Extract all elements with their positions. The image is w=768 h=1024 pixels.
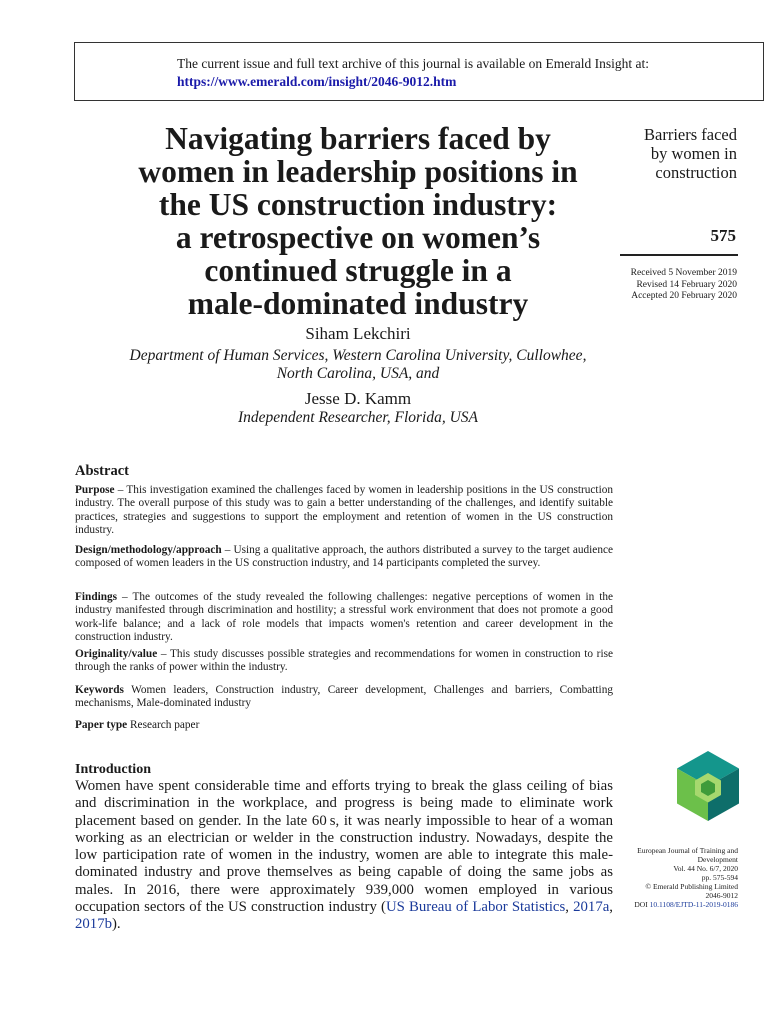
title-line: a retrospective on women’s: [175, 220, 541, 255]
section-label: Keywords: [75, 684, 124, 696]
citation-link[interactable]: 2017b: [75, 916, 112, 933]
doi-line: [612, 900, 738, 909]
citation-separator: ,: [565, 899, 574, 916]
introduction-paragraph: [75, 778, 613, 934]
title-line: the US construction industry:: [158, 187, 558, 222]
introduction-heading: Introduction: [75, 762, 151, 777]
section-text: Women leaders, Construction industry, Career development, Challenges and barriers, Combatting mechanisms, Male-dominated industry: [75, 684, 613, 710]
running-head-line: by women in: [650, 144, 737, 163]
running-head: [612, 125, 737, 182]
journal-info-line: Vol. 44 No. 6/7, 2020: [673, 864, 738, 873]
section-text: This study discusses possible strategies and recommendations for women in construction to rise through the ranks of power within the industry.: [75, 648, 613, 674]
section-label: Paper type: [75, 719, 128, 731]
article-dates: [600, 268, 737, 303]
author-name: Jesse D. Kamm: [304, 389, 412, 408]
author-name: Siham Lekchiri: [305, 324, 411, 343]
title-line: women in leadership positions in: [138, 154, 578, 189]
section-label: Originality/value: [75, 648, 158, 660]
abstract-paper-type: [75, 719, 613, 732]
abstract-originality: [75, 648, 613, 675]
author-affiliation: North Carolina, USA, and: [276, 365, 440, 382]
journal-info-line: pp. 575-594: [701, 873, 738, 882]
title-line: male-dominated industry: [187, 286, 529, 321]
citation-link[interactable]: US Bureau of Labor Statistics: [385, 899, 566, 916]
author-affiliation: Department of Human Services, Western Carolina University, Cullowhee,: [129, 347, 587, 364]
journal-info-line: 2046-9012: [705, 891, 738, 900]
access-notice-text: The current issue and full text archive of this journal is available on Emerald Insight at:: [177, 56, 649, 71]
revised-date: Revised 14 February 2020: [636, 279, 737, 290]
abstract-purpose: [75, 484, 613, 538]
title-line: continued struggle in a: [204, 253, 512, 288]
abstract-heading: Abstract: [75, 463, 129, 479]
title-line: Navigating barriers faced by: [165, 121, 551, 156]
section-text: Research paper: [130, 719, 200, 731]
running-head-line: construction: [655, 163, 737, 182]
article-title: [100, 122, 616, 320]
author-affiliation: Independent Researcher, Florida, USA: [237, 409, 479, 426]
received-date: Received 5 November 2019: [630, 268, 737, 278]
citation-separator: ,: [609, 899, 613, 916]
section-separator: –: [221, 544, 234, 556]
section-separator: –: [114, 484, 127, 496]
abstract-keywords: [75, 684, 613, 711]
paragraph-text: Women have spent considerable time and efforts trying to break the glass ceiling of bias and discrimination in the workplace, and progress is being made to eliminate work placement based on gender. In the late 60 s, it was nearly impossible to hear of a woman working as an electrician or welder in the construction industry. Nowadays, despite the low participation rate of women in the industry, women are able to integrate this male-dominated industry and prove themselves as being capable of doing the same jobs as males. In 2016, there were approximately 939,000 women employed in various occupation sectors of the US construction industry (: [75, 778, 613, 916]
paragraph-tail: ).: [112, 916, 121, 933]
accepted-date: Accepted 20 February 2020: [631, 291, 737, 301]
journal-info-line: Development: [697, 855, 738, 864]
journal-info: [612, 846, 738, 909]
section-separator: –: [157, 648, 170, 660]
journal-info-line: © Emerald Publishing Limited: [645, 882, 738, 891]
section-label: Design/methodology/approach: [75, 544, 222, 556]
section-label: Findings: [75, 591, 118, 603]
section-text: Using a qualitative approach, the authors distributed a survey to the target audience composed of women leaders in the US construction industry, and 14 participants completed the survey.: [75, 544, 613, 570]
access-notice-box: [74, 42, 764, 101]
journal-info-line: European Journal of Training and: [637, 846, 738, 855]
section-label: Purpose: [75, 484, 115, 496]
journal-url-link[interactable]: https://www.emerald.com/insight/2046-9012.htm: [177, 74, 457, 89]
abstract-design: [75, 544, 613, 571]
section-text: This investigation examined the challenges faced by women in leadership positions in the US construction industry. The overall purpose of this study was to gain a better understanding of the challenges, and identify suitable practices, strategies and suggestions to support the employment and retention of women in the US construction industry.: [75, 484, 614, 537]
section-separator: –: [117, 591, 133, 603]
divider: [620, 254, 738, 256]
running-head-line: Barriers faced: [644, 125, 737, 144]
doi-label: DOI: [634, 900, 648, 909]
publisher-logo-icon: [677, 751, 739, 821]
section-text: The outcomes of the study revealed the following challenges: negative perceptions of women in the industry manifested through discrimination and hostility; a stressful work environment that does not promote a good work-life balance; and a lack of role models that impacts women's retention and career development in the construction industry.: [75, 591, 613, 644]
abstract-findings: [75, 591, 613, 645]
page-number: 575: [710, 226, 736, 245]
doi-link[interactable]: 10.1108/EJTD-11-2019-0186: [649, 900, 738, 909]
citation-link[interactable]: 2017a: [573, 899, 610, 916]
